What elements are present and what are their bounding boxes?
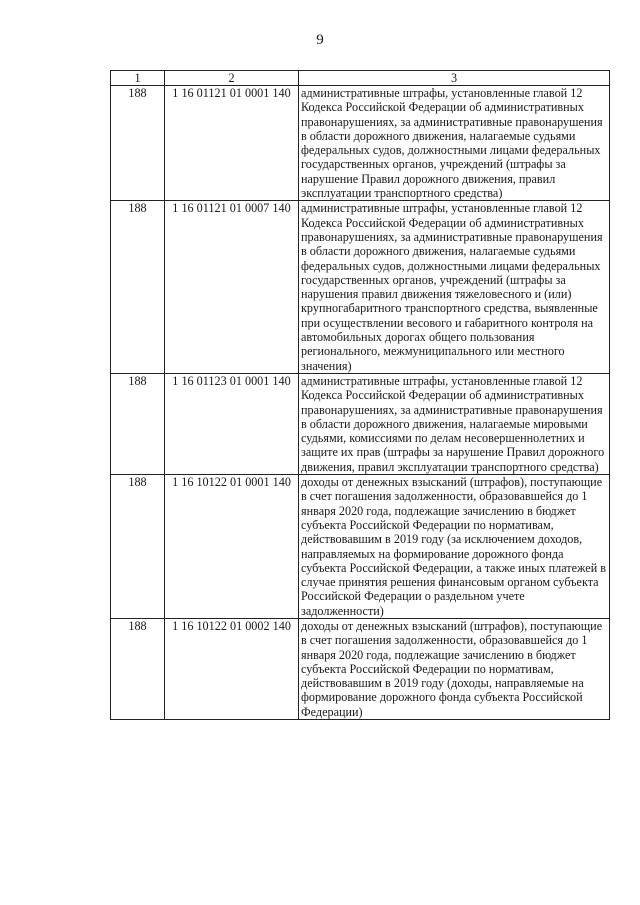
kbk-code-cell: 1 16 01121 01 0001 140 [165, 86, 299, 201]
table-row [111, 373, 610, 474]
admin-code-cell: 188 [111, 201, 165, 374]
admin-code-cell: 188 [111, 475, 165, 619]
kbk-code-cell: 1 16 01121 01 0007 140 [165, 201, 299, 374]
page-number: 9 [316, 32, 324, 48]
table-row [111, 201, 610, 374]
description-cell: административные штрафы, установленные главой 12 Кодекса Российской Федерации об административных правонарушениях, за административные правонарушения в области дорожного движения, налагаемые судьями федеральных судов, должностными лицами федеральных государственных органов, учреждений (штрафы за нарушения правил движения тяжеловесного и (или) крупногабаритного транспортного средства, выявленные при осуществлении весового и габаритного контроля на автомобильных дорогах общего пользования регионального, межмуниципального или местного значения) [299, 201, 610, 374]
description-cell: административные штрафы, установленные главой 12 Кодекса Российской Федерации об административных правонарушениях, за административные правонарушения в области дорожного движения, налагаемые мировыми судьями, комиссиями по делам несовершеннолетних и защите их прав (штрафы за нарушение Правил дорожного движения, правил эксплуатации транспортного средства) [299, 373, 610, 474]
budget-classification-table [110, 70, 610, 720]
column-header-1: 1 [111, 71, 165, 86]
table-row [111, 618, 610, 719]
table-row [111, 86, 610, 201]
kbk-code-cell: 1 16 10122 01 0001 140 [165, 475, 299, 619]
admin-code-cell: 188 [111, 618, 165, 719]
description-cell: административные штрафы, установленные главой 12 Кодекса Российской Федерации об административных правонарушениях, за административные правонарушения в области дорожного движения, налагаемые судьями федеральных судов, должностными лицами федеральных государственных органов, учреждений (штрафы за нарушение Правил дорожного движения, правил эксплуатации транспортного средства) [299, 86, 610, 201]
column-header-3: 3 [299, 71, 610, 86]
admin-code-cell: 188 [111, 373, 165, 474]
table-row [111, 475, 610, 619]
kbk-code-cell: 1 16 01123 01 0001 140 [165, 373, 299, 474]
kbk-code-cell: 1 16 10122 01 0002 140 [165, 618, 299, 719]
admin-code-cell: 188 [111, 86, 165, 201]
column-header-2: 2 [165, 71, 299, 86]
description-cell: доходы от денежных взысканий (штрафов), поступающие в счет погашения задолженности, образовавшейся до 1 января 2020 года, подлежащие зачислению в бюджет субъекта Российской Федерации по нормативам, действовавшим в 2019 году (за исключением доходов, направляемых на формирование дорожного фонда субъекта Российской Федерации, а также иных платежей в случае принятия решения финансовым органом субъекта Российской Федерации о раздельном учете задолженности) [299, 475, 610, 619]
table-header-row [111, 71, 610, 86]
description-cell: доходы от денежных взысканий (штрафов), поступающие в счет погашения задолженности, образовавшейся до 1 января 2020 года, подлежащие зачислению в бюджет субъекта Российской Федерации по нормативам, действовавшим в 2019 году (доходы, направляемые на формирование дорожного фонда субъекта Российской Федерации) [299, 618, 610, 719]
